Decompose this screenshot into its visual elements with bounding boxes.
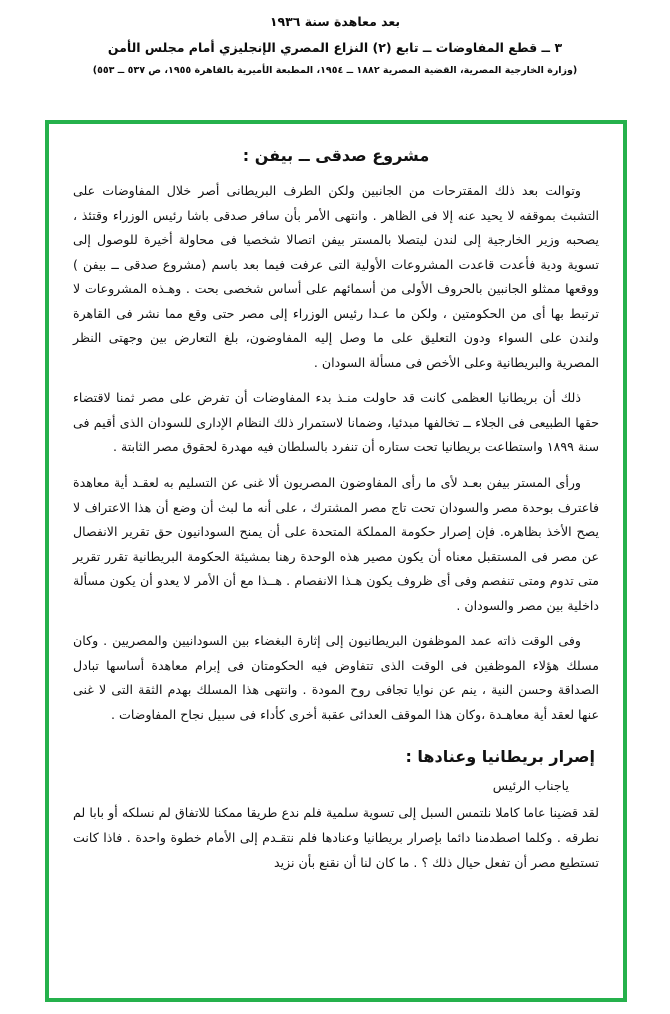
paragraph: وتوالت بعد ذلك المقترحات من الجانبين ولكن الطرف البريطانى أصر خلال المفاوضات على التشبث بموقفه لا يحيد عنه إلا فى الظاهر . وانتهى الأمر بأن سافر صدقى باشا رئيس الوزراء وقتئذ ، يصحبه وزير الخارجية إلى لندن ليتصلا بالمستر بيفن اتصالا شخصيا فى محاولة أخيرة للوصول إلى تسوية ودية فأعدت قاعدت المشروعات الأولية التى عرفت فيما بعد باسم (مشروع صدقى ــ بيفن ) ووقعها ممثلو الجانبين بالحروف الأولى من أسمائهم على أساس شخصى بحت . وهـذه المشروعات لا ترتبط بها أى من الحكومتين ، ولكن ما عـدا رئيس الوزراء إلى مصر حتى وقع مما نشر فى القاهرة ولندن على السواء ودون التعليق على ما وصل إليه المفاوضون، بلغ التعارض بين وجهتى النظر المصرية والبريطانية وعلى الأخص فى مسألة السودان .	[73, 183, 599, 370]
section-title-sadqi-bevin: مشروع صدقى ــ بيفن :	[242, 146, 430, 165]
paragraph: ورأى المستر بيفن بعـد لأى ما رأى المفاوضون المصريون ألا غنى عن التسليم به لعقـد أية معاهدة فاعترف بوحدة مصر والسودان تحت تاج مصر المشترك ، على أنه ما لبث أن وضع أن هذا الاعتراف لا يصح الأخذ بظاهره. فإن إصرار حكومة المملكة المتحدة على أن يمنح السودانيون حق تقرير الانفصال عن مصر فى المستقبل معناه أن يكون مصير هذه الوحدة رهنا بمشيئة الحكومة البريطانية تقرر تقرير متى تدوم ومتى تنفصم وفى أى ظروف يكون هـذا الانفصام . هــذا مع أن الأمر لا يعدو أن يكون مسألة داخلية بين مصر والسودان .	[73, 475, 599, 613]
salutation-line: ياجناب الرئيس	[492, 778, 569, 794]
header-line-subtitle: ٣ ــ قطع المفاوضات ــ تابع (٢) النزاع المصري الإنجليزي أمام مجلس الأمن	[107, 40, 563, 55]
header-line-source: (وزارة الخارجية المصرية، القضية المصرية ١٨٨٢ ــ ١٩٥٤، المطبعة الأميرية بالقاهرة ١٩٥٥، ص ٥٣٧ ــ ٥٥٣)	[92, 65, 578, 76]
header-line-title: بعد معاهدة سنة ١٩٣٦	[269, 14, 401, 29]
paragraph: لقد قضينا عاما كاملا نلتمس السبل إلى تسوية سلمية فلم ندع طريقا ممكنا للاتفاق لم نسلكه أو بابا لم نطرقه . وكلما اصطدمنا دائما بإصرار بريطانيا وعنادها فلم نتقـدم إلى الأمام خطوة واحدة . فاذا كانت تستطيع مصر أن تفعل حيال ذلك ؟ . ما كان لنا أن نقنع بأن نزيد	[73, 805, 599, 870]
green-border-frame	[45, 120, 627, 1002]
page-header	[0, 14, 670, 76]
paragraph: وفى الوقت ذاته عمد الموظفون البريطانيون إلى إثارة البغضاء بين السودانيين والمصريين . وكان مسلك هؤلاء الموظفين فى الوقت الذى تتفاوض فيه الحكومتان فى إبرام معاهدة أساسها تبادل الصداقة وحسن النية ، ينم عن نوايا تجافى روح المودة . وانتهى هذا المسلك بهدم الثقة التى لا غنى عنها لعقد أية معاهـدة ،وكان هذا الموقف العدائى عقبة أخرى كأداء فى سبيل نجاح المفاوضات .	[73, 633, 599, 722]
document-body	[49, 124, 623, 896]
paragraph: ذلك أن بريطانيا العظمى كانت قد حاولت منـذ بدء المفاوضات أن تفرض على مصر ثمنا لاقتضاء حقها الطبيعى فى الجلاء ــ تخالفها مبدئيا، وضمانا لاستمرار ذلك النظام الإدارى للسودان الذى أقيم فى سنة ١٨٩٩ واستطاعت بريطانيا تحت ستاره أن تنفرد بالسلطان فيه مهدرة لحقوق مصر الثابتة .	[73, 390, 599, 455]
section-title-britain-insistence: إصرار بريطانيا وعنادها :	[405, 747, 595, 767]
